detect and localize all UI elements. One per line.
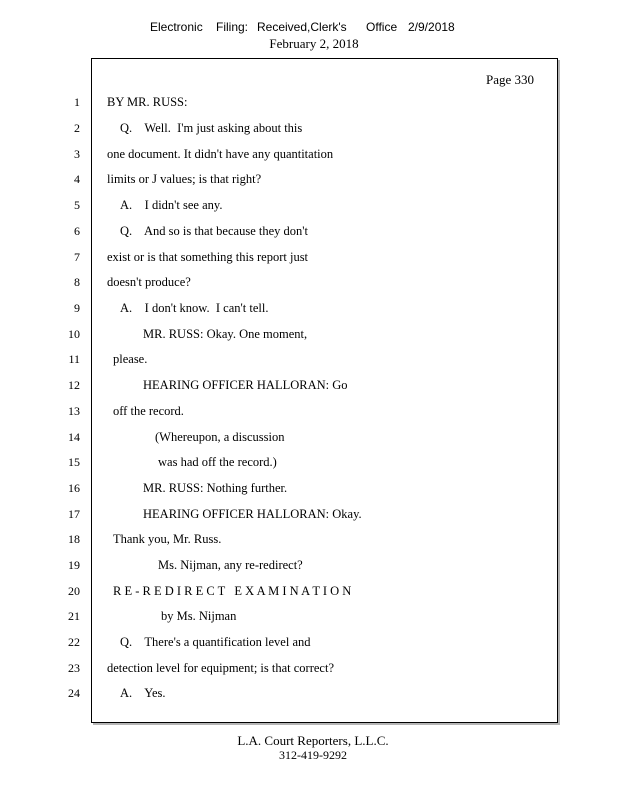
transcript-line: A. I don't know. I can't tell. bbox=[120, 301, 269, 315]
stamp-date: 2/9/2018 bbox=[408, 20, 455, 34]
transcript-line: limits or J values; is that right? bbox=[107, 172, 262, 186]
line-number: 1 bbox=[74, 95, 80, 109]
transcript-line: A. I didn't see any. bbox=[120, 198, 223, 212]
line-number: 17 bbox=[68, 507, 80, 521]
transcript-line: HEARING OFFICER HALLORAN: Okay. bbox=[143, 507, 362, 521]
transcript-line: Q. And so is that because they don't bbox=[120, 224, 308, 238]
transcript-line: Ms. Nijman, any re-redirect? bbox=[158, 558, 303, 572]
line-number: 3 bbox=[74, 147, 80, 161]
line-number: 4 bbox=[74, 172, 80, 186]
page-number: Page 330 bbox=[486, 72, 535, 87]
line-number: 10 bbox=[68, 327, 80, 341]
line-number: 21 bbox=[68, 609, 80, 623]
stamp-received: Received,Clerk's bbox=[257, 20, 347, 34]
transcript-line: BY MR. RUSS: bbox=[107, 95, 188, 109]
line-number: 5 bbox=[74, 198, 80, 212]
transcript-line: Q. There's a quantification level and bbox=[120, 635, 311, 649]
transcript-line: please. bbox=[113, 352, 148, 366]
transcript-line: off the record. bbox=[113, 404, 184, 418]
line-number: 2 bbox=[74, 121, 80, 135]
line-number: 23 bbox=[68, 661, 80, 675]
line-number: 7 bbox=[74, 250, 80, 264]
line-number: 19 bbox=[68, 558, 80, 572]
transcript-line: one document. It didn't have any quantitation bbox=[107, 147, 334, 161]
transcript-line: R E - R E D I R E C T E X A M I N A T I O N bbox=[113, 584, 352, 598]
transcript-line: exist or is that something this report just bbox=[107, 250, 309, 264]
filed-date: February 2, 2018 bbox=[269, 36, 359, 51]
transcript-line: A. Yes. bbox=[120, 686, 166, 700]
transcript-line: by Ms. Nijman bbox=[161, 609, 237, 623]
line-number: 22 bbox=[68, 635, 80, 649]
line-number: 20 bbox=[68, 584, 80, 598]
transcript-line: (Whereupon, a discussion bbox=[155, 430, 285, 444]
transcript-line: Q. Well. I'm just asking about this bbox=[120, 121, 303, 135]
line-number: 6 bbox=[74, 224, 80, 238]
line-number: 13 bbox=[68, 404, 80, 418]
line-number: 18 bbox=[68, 532, 80, 546]
reporter-company: L.A. Court Reporters, L.L.C. bbox=[237, 733, 389, 748]
line-number: 14 bbox=[68, 430, 80, 444]
line-number: 11 bbox=[68, 352, 80, 366]
line-number: 15 bbox=[68, 455, 80, 469]
line-number: 12 bbox=[68, 378, 80, 392]
stamp-office: Office bbox=[366, 20, 398, 34]
transcript-line: doesn't produce? bbox=[107, 275, 191, 289]
line-number: 24 bbox=[68, 686, 80, 700]
transcript-line: was had off the record.) bbox=[158, 455, 277, 469]
reporter-phone: 312-419-9292 bbox=[279, 748, 347, 762]
stamp-filing: Filing: bbox=[216, 20, 249, 34]
line-number: 16 bbox=[68, 481, 80, 495]
transcript-line: MR. RUSS: Okay. One moment, bbox=[143, 327, 308, 341]
line-number: 9 bbox=[74, 301, 80, 315]
stamp-electronic: Electronic bbox=[150, 20, 203, 34]
transcript-line: Thank you, Mr. Russ. bbox=[113, 532, 222, 546]
transcript-line: detection level for equipment; is that correct? bbox=[107, 661, 334, 675]
transcript-line: HEARING OFFICER HALLORAN: Go bbox=[143, 378, 348, 392]
transcript-line: MR. RUSS: Nothing further. bbox=[143, 481, 288, 495]
line-number: 8 bbox=[74, 275, 80, 289]
